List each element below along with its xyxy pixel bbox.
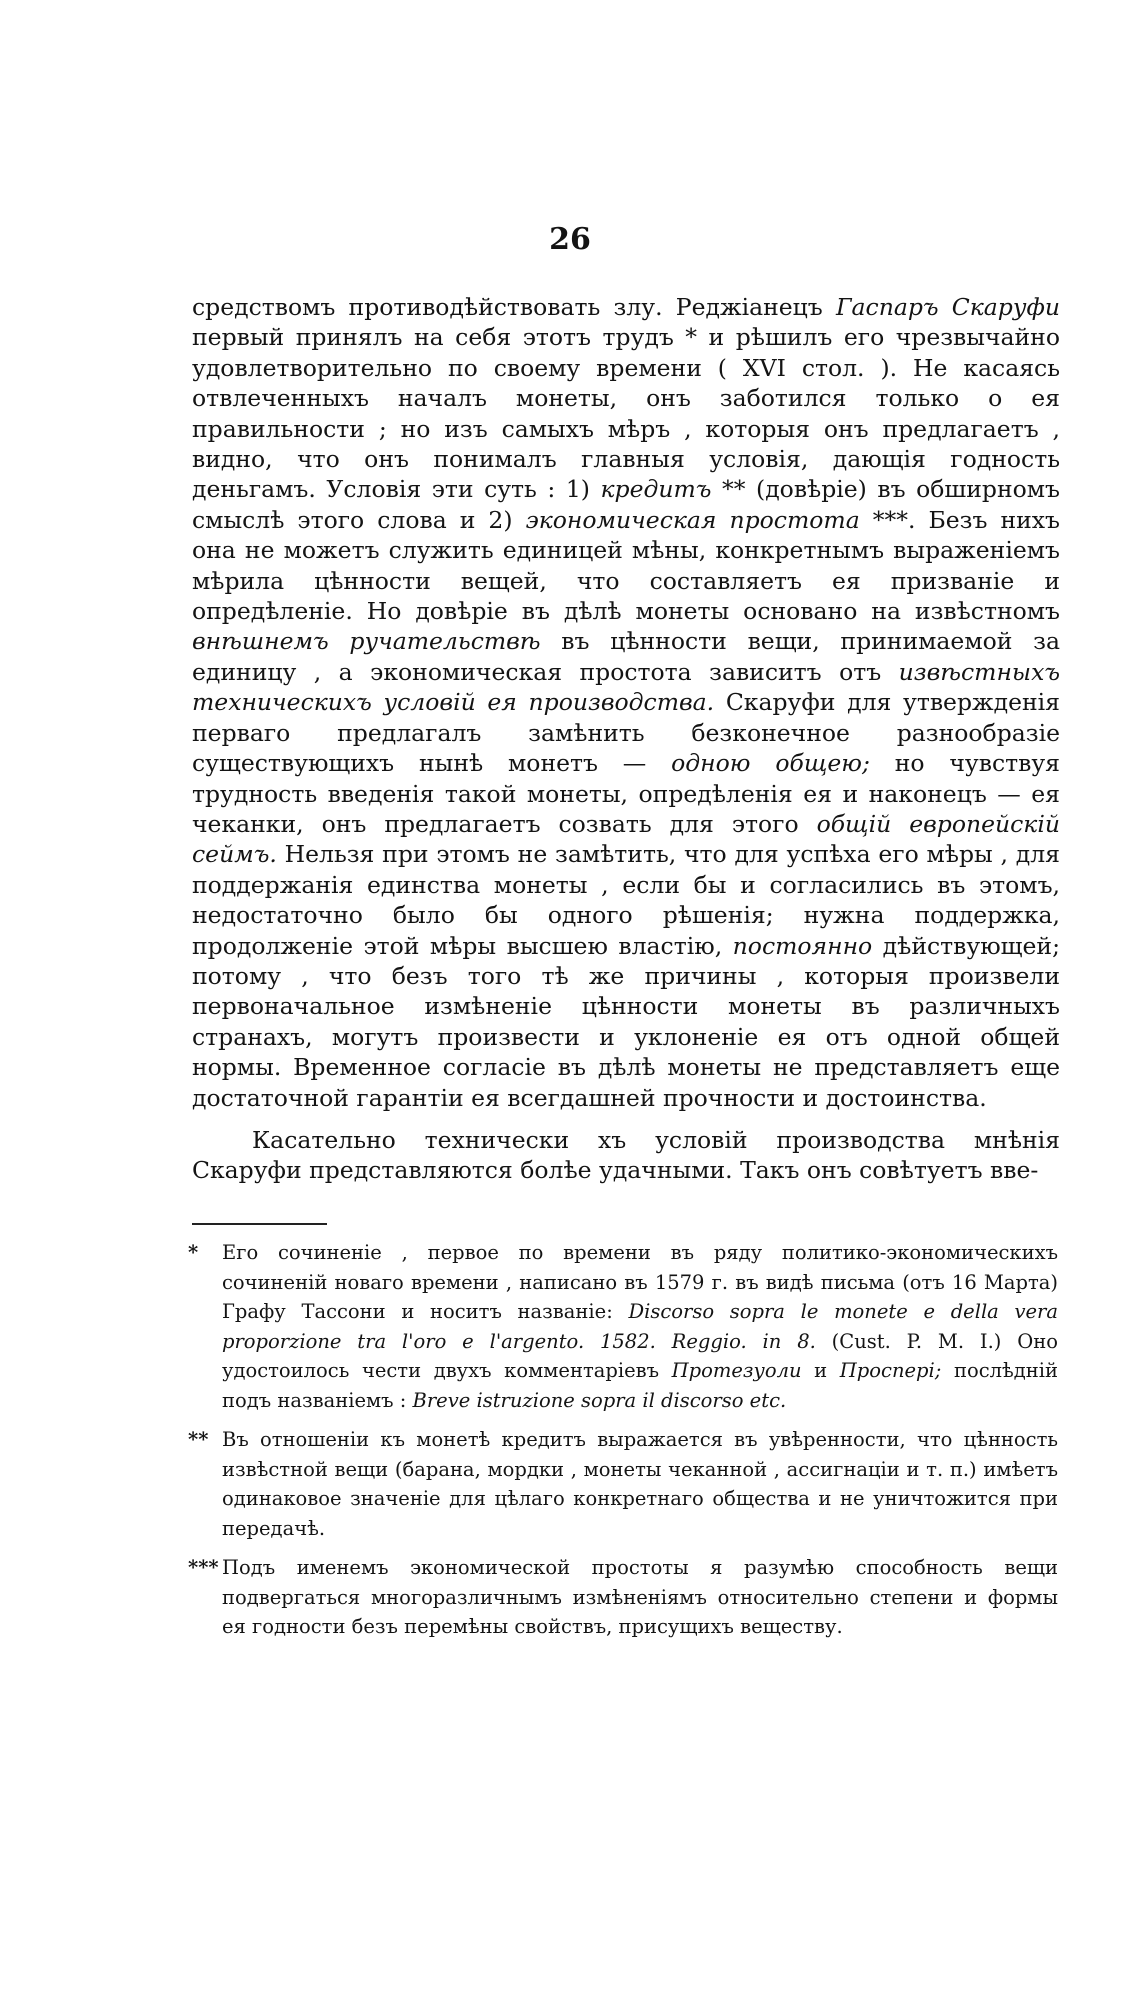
italic-run: кредитъ bbox=[600, 475, 712, 504]
italic-run: общій европейскій сеймъ. bbox=[192, 809, 1060, 869]
footnote-1 bbox=[188, 1238, 1058, 1415]
footnote-mark: *** bbox=[188, 1556, 219, 1579]
text-run: Касательно технически хъ условій производства мнѣнія Скаруфи представляются болѣе удачными. Такъ онъ совѣтуетъ вве- bbox=[192, 1125, 1060, 1185]
italic-run: экономическая простота bbox=[525, 505, 860, 534]
page-number: 26 bbox=[549, 222, 591, 257]
text-run: первый принялъ на себя этотъ трудъ * и рѣшилъ его чрезвычайно удовлетворительно по своему времени ( XVI стол. ). Не касаясь отвлеченныхъ началъ монеты, онъ заботился только о ея правильности ; но изъ самыхъ мѣръ , которыя онъ предлагаетъ , видно, что онъ понималъ главныя условія, дающія годность деньгамъ. Условія эти суть : 1) bbox=[192, 323, 1060, 504]
footnote-2 bbox=[188, 1425, 1058, 1543]
footnote-mark: ** bbox=[188, 1428, 209, 1451]
footnotes bbox=[188, 1238, 1058, 1652]
footnote-divider bbox=[192, 1223, 327, 1225]
footnote-mark: * bbox=[188, 1241, 199, 1264]
italic-run: извѣстныхъ техническихъ условій ея производства. bbox=[192, 657, 1060, 717]
text-run: Нельзя при этомъ не замѣтить, что для успѣха его мѣры , для поддержанія единства монеты , если бы и согласились въ этомъ, недостаточно было бы одного рѣшенія; нужна поддержка, продолженіе этой мѣры высшею властію, bbox=[192, 840, 1060, 960]
text-run: ** (довѣріе) въ обширномъ смыслѣ этого слова и 2) bbox=[192, 475, 1060, 534]
footnote-3 bbox=[188, 1553, 1058, 1642]
text-run: Въ отношеніи къ монетѣ кредитъ выражается въ увѣренности, что цѣнность извѣстной вещи (барана, мордки , монеты чеканной , ассигнаціи и т. п.) имѣетъ одинаковое значеніе для цѣлаго конкретнаго общества и не уничтожится при передачѣ. bbox=[222, 1428, 1058, 1540]
text-run: и bbox=[801, 1359, 840, 1382]
italic-run: Breve istruzione sopra il discorso etc. bbox=[412, 1388, 787, 1412]
italic-run: одною общею; bbox=[671, 749, 870, 778]
italic-run: Discorso sopra le monete e della vera proporzione tra l'oro e l'argento. 1582. Reggio. in 8. bbox=[222, 1300, 1058, 1353]
italic-run: Протезуоли bbox=[671, 1359, 802, 1382]
text-run: Скаруфи для утвержденія перваго предлагалъ замѣнить безконечное разнообразіе существующихъ нынѣ монетъ — bbox=[192, 688, 1061, 778]
paragraph-2 bbox=[192, 1125, 1060, 1186]
italic-run: внѣшнемъ ручательствѣ bbox=[192, 627, 541, 656]
text-run: въ цѣнности вещи, принимаемой за единицу , а экономическая простота зависитъ отъ bbox=[192, 627, 1060, 686]
text-run: Его сочиненіе , первое по времени въ ряду политико-экономическихъ сочиненій новаго времени , написано въ 1579 г. въ видѣ письма (отъ 16 Марта) Графу Тассони и носитъ названіе: bbox=[222, 1241, 1058, 1323]
italic-run: Гаспаръ Скаруфи bbox=[835, 293, 1060, 321]
text-run: ***. Безъ нихъ она не можетъ служить единицей мѣны, конкретнымъ выраженіемъ мѣрила цѣнности вещей, что составляетъ ея призваніе и опредѣленіе. Но довѣріе въ дѣлѣ монеты основано на извѣстномъ bbox=[192, 505, 1060, 626]
main-text bbox=[192, 292, 1060, 1186]
text-run: Подъ именемъ экономической простоты я разумѣю способность вещи подвергаться многоразличнымъ измѣненіямъ относительно степени и формы ея годности безъ перемѣны свойствъ, присущихъ веществу. bbox=[222, 1556, 1058, 1638]
text-run: средствомъ противодѣйствовать злу. Реджіанецъ bbox=[192, 293, 836, 321]
paragraph-1 bbox=[192, 292, 1060, 1113]
text-run: дѣйствующей; потому , что безъ того тѣ же причины , которыя произвели первоначальное измѣненіе цѣнности монеты въ различныхъ странахъ, могутъ произвести и уклоненіе ея отъ одной общей нормы. Временное согласіе въ дѣлѣ монеты не представляетъ еще достаточной гарантіи ея всегдашней прочности и достоинства. bbox=[192, 931, 1060, 1112]
text-run: но чувствуя трудность введенія такой монеты, опредѣленія ея и наконецъ — ея чеканки, онъ предлагаетъ созвать для этого bbox=[192, 749, 1061, 838]
italic-run: постоянно bbox=[732, 931, 873, 960]
italic-run: Просперi; bbox=[839, 1359, 942, 1382]
text-run: (Cust. P. M. I.) Оно удостоилось чести двухъ комментаріевъ bbox=[222, 1329, 1058, 1382]
text-run: послѣдній подъ названіемъ : bbox=[222, 1359, 1058, 1412]
